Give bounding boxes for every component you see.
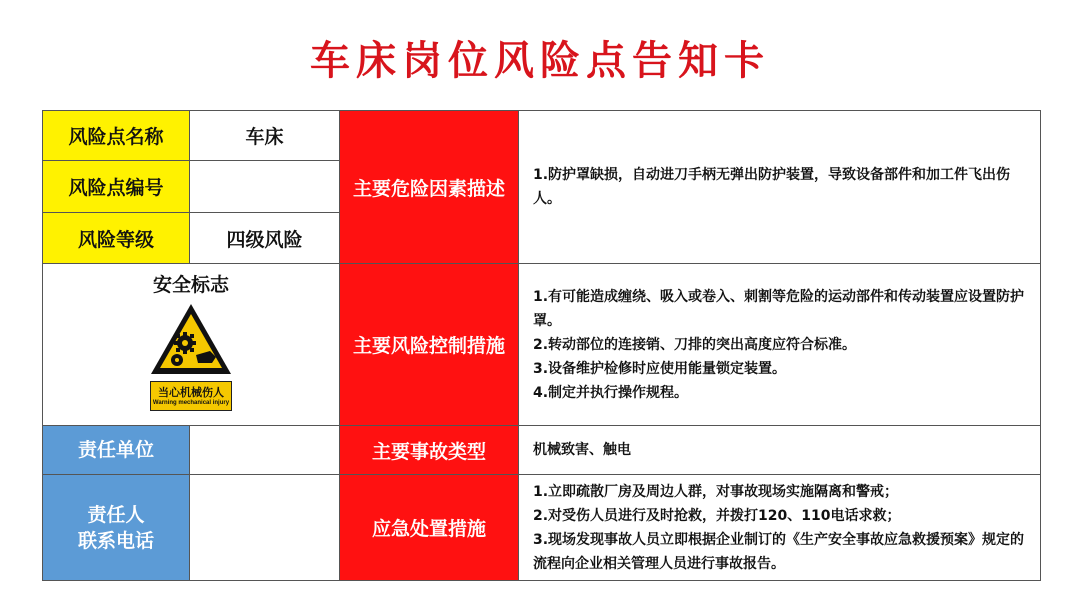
accident-type-value	[518, 425, 1041, 475]
responsible-unit-label: 责任单位	[42, 425, 190, 475]
risk-level-value: 四级风险	[189, 212, 340, 264]
emergency-line: 3.现场发现事故人员立即根据企业制订的《生产安全事故应急救援预案》规定的流程向企业相关管理人员进行事故报告。	[533, 531, 1025, 572]
controls-lines	[533, 285, 1026, 405]
emergency-content	[518, 474, 1041, 581]
responsible-person-line2: 联系电话	[77, 529, 154, 552]
emergency-line: 1.立即疏散厂房及周边人群，对事故现场实施隔离和警戒；	[533, 483, 899, 500]
risk-level-label: 风险等级	[42, 212, 190, 264]
emergency-lines	[533, 480, 1026, 576]
hazards-lines	[533, 163, 1026, 211]
accident-type-header: 主要事故类型	[339, 425, 519, 475]
control-line: 3.设备维护检修时应使用能量锁定装置。	[533, 360, 787, 377]
responsible-person-line1: 责任人	[87, 503, 145, 526]
mechanical-injury-warning-icon	[148, 301, 234, 377]
accident-type-text: 机械致害、触电	[533, 442, 631, 458]
safety-sign-label-cn: 当心机械伤人	[158, 385, 224, 399]
risk-code-value	[189, 160, 340, 213]
risk-name-label: 风险点名称	[42, 110, 190, 161]
control-line: 2.转动部位的连接销、刀排的突出高度应符合标准。	[533, 336, 857, 353]
risk-code-label: 风险点编号	[42, 160, 190, 213]
safety-sign-label	[150, 381, 232, 411]
risk-name-value: 车床	[189, 110, 340, 161]
control-line: 4.制定并执行操作规程。	[533, 384, 689, 401]
safety-sign-label-en: Warning mechanical injury	[152, 399, 230, 406]
responsible-unit-value	[189, 425, 340, 475]
hazard-line: 1.防护罩缺损，自动进刀手柄无弹出防护装置，导致设备部件和加工件飞出伤人。	[533, 167, 1011, 207]
hazards-content	[518, 110, 1041, 264]
safety-sign-title: 安全标志	[152, 274, 229, 296]
hazards-header: 主要危险因素描述	[339, 110, 519, 264]
emergency-header: 应急处置措施	[339, 474, 519, 581]
page-title: 车床岗位风险点告知卡	[310, 38, 770, 84]
responsible-person-value	[189, 474, 340, 581]
responsible-person-label	[42, 474, 190, 581]
safety-sign-cell	[42, 263, 340, 426]
control-line: 1.有可能造成缠绕、吸入或卷入、刺割等危险的运动部件和传动装置应设置防护罩。	[533, 288, 1025, 329]
controls-header: 主要风险控制措施	[339, 263, 519, 426]
emergency-line: 2.对受伤人员进行及时抢救，并拨打120、110电话求救；	[533, 507, 901, 524]
controls-content	[518, 263, 1041, 426]
